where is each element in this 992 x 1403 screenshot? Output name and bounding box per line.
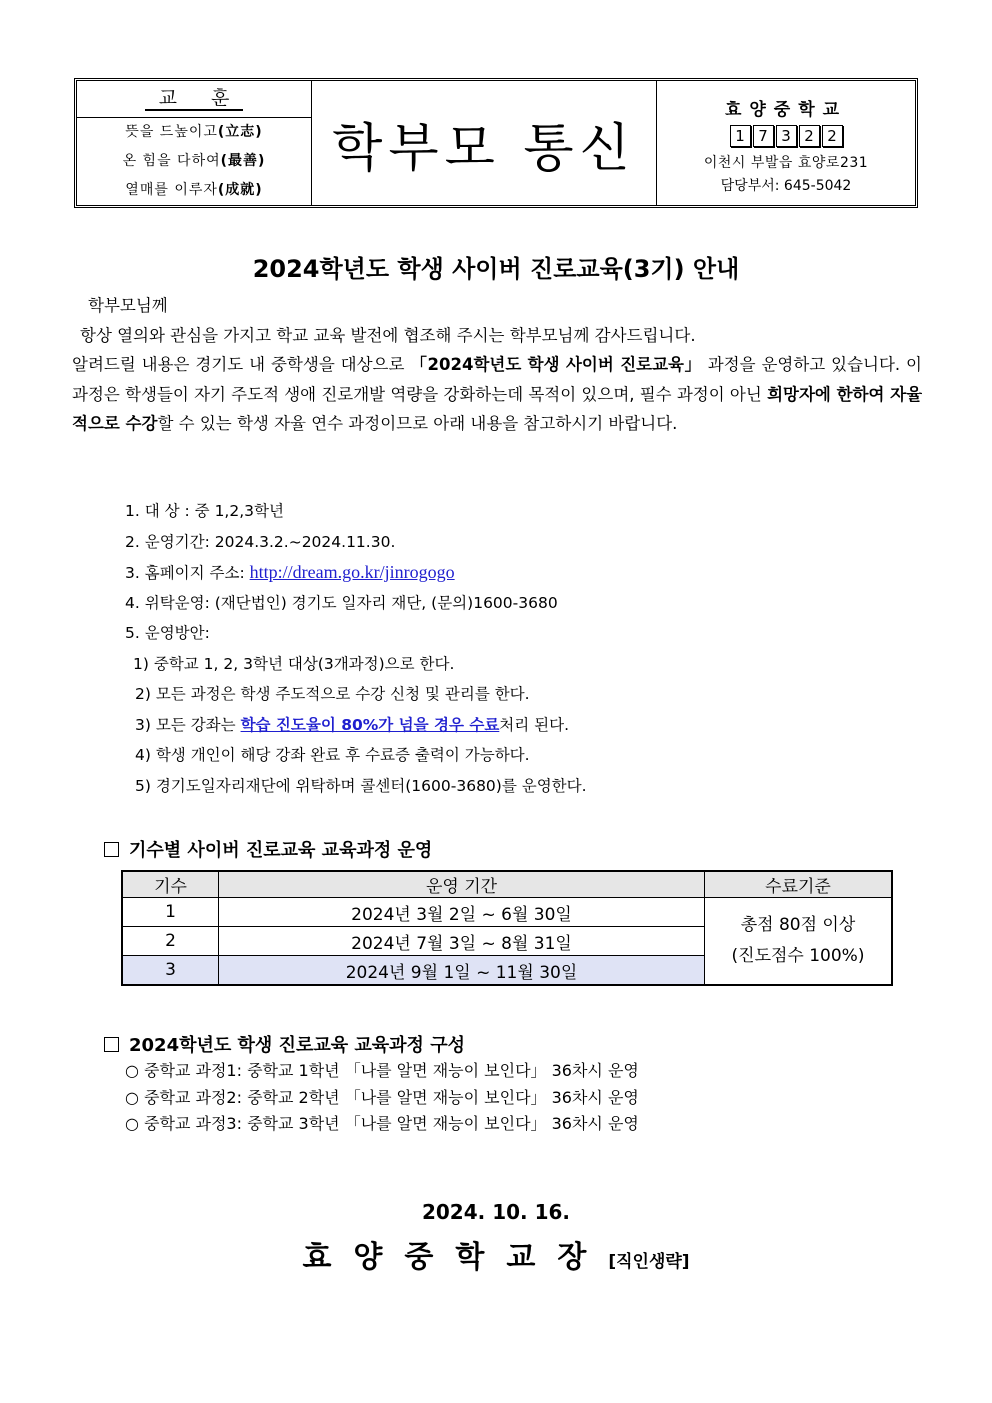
newsletter-header <box>74 78 918 208</box>
course-item: ○ 중학교 과정2: 중학교 2학년 「나를 알면 재능이 보인다」 36차시 운영 <box>125 1087 639 1107</box>
term-cell: 2 <box>122 927 219 956</box>
sub-item: 5) 경기도일자리재단에 위탁하며 콜센터(1600-3680)를 운영한다. <box>135 776 587 795</box>
checkbox-square-icon <box>104 842 119 857</box>
document-title: 2024학년도 학생 사이버 진로교육(3기) 안내 <box>252 255 740 283</box>
table-row <box>122 898 892 927</box>
section-heading-courses: 2024학년도 학생 진로교육 교육과정 구성 <box>104 1031 465 1057</box>
principal-signature: 효양중학교장[직인생략] <box>302 1240 690 1275</box>
sub-item: 2) 모든 과정은 학생 주도적으로 수강 신청 및 관리를 한다. <box>135 685 530 703</box>
sub-item: 1) 중학교 1, 2, 3학년 대상(3개과정)으로 한다. <box>133 654 455 673</box>
motto-line-2: 온 힘을 다하여(最善) <box>122 153 266 169</box>
sub-item: 3) 모든 강좌는 학습 진도율이 80%가 넘을 경우 수료처리 된다. <box>135 715 570 734</box>
criteria-cell: 총점 80점 이상 (진도점수 100%) <box>705 898 893 986</box>
intro-line: 항상 열의와 관심을 가지고 학교 교육 발전에 협조해 주시는 학부모님께 감사드립니다. <box>80 326 696 345</box>
info-list <box>125 496 587 801</box>
period-cell: 2024년 3월 2일 ~ 6월 30일 <box>219 898 705 927</box>
school-info-box <box>657 81 915 205</box>
list-item: 2. 운영기간: 2024.3.2.~2024.11.30. <box>125 532 396 551</box>
zip-code: 1 7 3 2 2 <box>657 125 915 147</box>
school-name: 효양중학교 <box>724 100 848 120</box>
newsletter-title-box <box>312 81 657 205</box>
list-item: 1. 대 상 : 중 1,2,3학년 <box>125 502 284 520</box>
completion-criteria-highlight: 학습 진도율이 80%가 넘을 경우 수료 <box>240 715 500 734</box>
body-paragraph: 알려드릴 내용은 경기도 내 중학생을 대상으로 「2024학년도 학생 사이버 진로교육」 과정을 운영하고 있습니다. 이 과정은 학생들이 자기 주도적 생애 진로개발 역량을 강화하는데 목적이 있으며, 필수 과정이 아닌 희망자에 한하여 자율적으로 수강할 수 있는 학생 자율 연수 과정이므로 아래 내용을 참고하시기 바랍니다. <box>72 355 923 433</box>
school-address: 이천시 부발읍 효양로231 <box>703 155 869 171</box>
issue-date: 2024. 10. 16. <box>421 1200 571 1224</box>
list-item: 3. 홈페이지 주소: http://dream.go.kr/jinrogogo <box>125 562 455 582</box>
list-item: 4. 위탁운영: (재단법인) 경기도 일자리 재단, (문의)1600-3680 <box>125 593 558 612</box>
term-cell: 1 <box>122 898 219 927</box>
course-item: ○ 중학교 과정1: 중학교 1학년 「나를 알면 재능이 보인다」 36차시 운영 <box>125 1061 639 1080</box>
motto-title: 교 훈 <box>77 81 311 118</box>
sub-item: 4) 학생 개인이 해당 강좌 완료 후 수료증 출력이 가능하다. <box>135 746 530 764</box>
checkbox-square-icon <box>104 1037 119 1052</box>
contact-phone: 담당부서: 645-5042 <box>720 178 852 194</box>
table-header-row <box>122 871 892 898</box>
seal-omitted-note: [직인생략] <box>608 1252 690 1272</box>
column-header: 운영 기간 <box>219 871 705 898</box>
school-motto-box <box>77 81 312 205</box>
course-list <box>125 1058 639 1138</box>
course-item: ○ 중학교 과정3: 중학교 3학년 「나를 알면 재능이 보인다」 36차시 운영 <box>125 1114 639 1133</box>
homepage-link[interactable]: http://dream.go.kr/jinrogogo <box>249 562 455 582</box>
term-cell: 3 <box>122 956 219 986</box>
period-cell: 2024년 9월 1일 ~ 11월 30일 <box>219 956 705 986</box>
motto-line-3: 열매를 이루자(成就) <box>125 182 263 198</box>
column-header: 수료기준 <box>705 871 893 898</box>
section-heading-schedule: 기수별 사이버 진로교육 교육과정 운영 <box>104 836 432 862</box>
greeting: 학부모님께 <box>88 296 168 315</box>
newsletter-title: 학부모 통신 <box>332 118 636 179</box>
schedule-table <box>121 870 893 986</box>
column-header: 기수 <box>122 871 219 898</box>
motto-line-1: 뜻을 드높이고(立志) <box>125 124 263 140</box>
list-item: 5. 운영방안: <box>125 624 210 642</box>
period-cell: 2024년 7월 3일 ~ 8월 31일 <box>219 927 705 956</box>
